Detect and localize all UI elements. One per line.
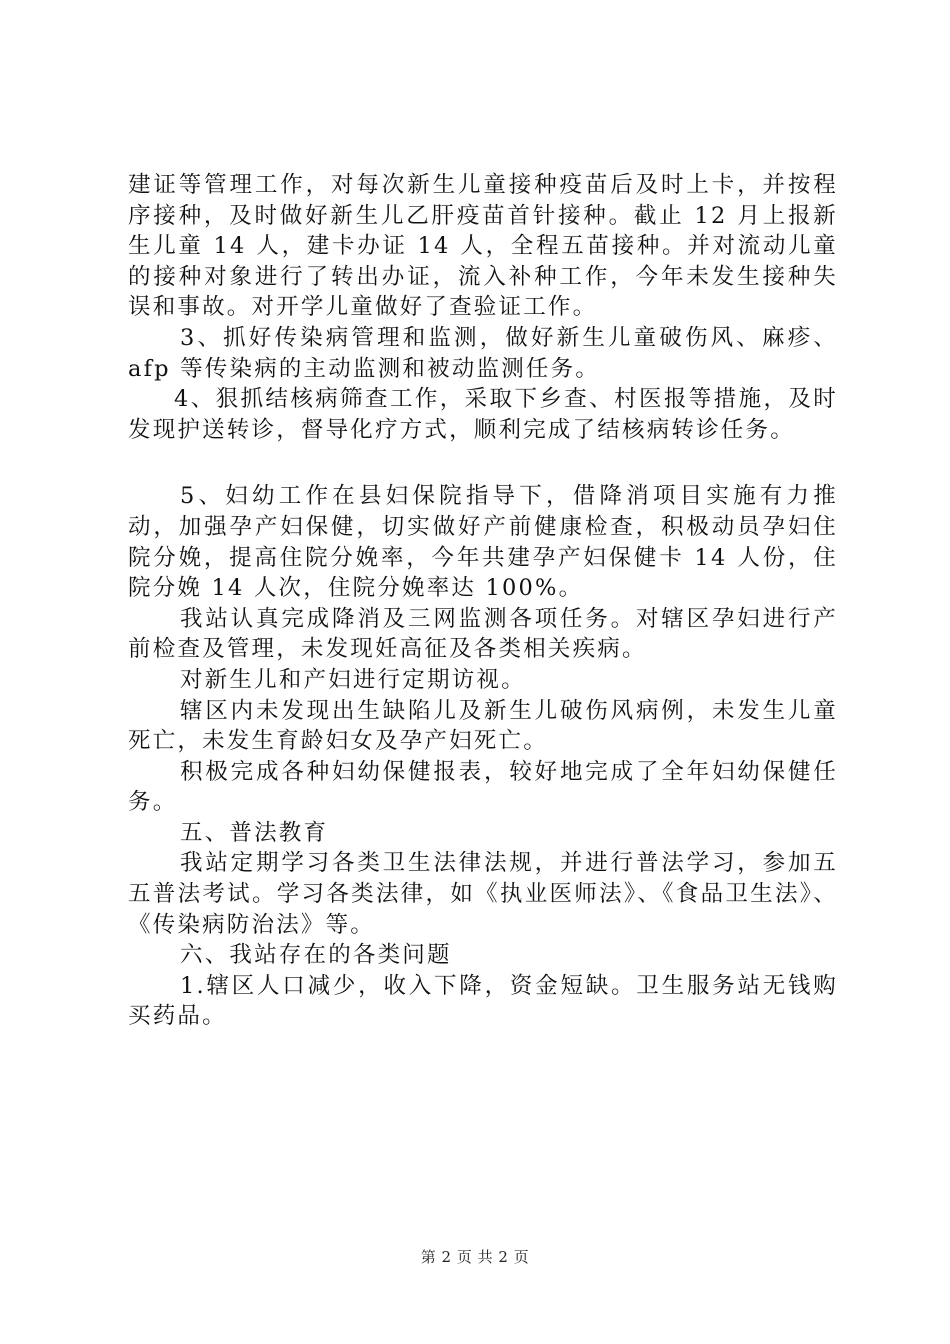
paragraph-infectious-disease: 3、抓好传染病管理和监测，做好新生儿童破伤风、麻疹、afp 等传染病的主动监测和被动监测任务。 xyxy=(128,324,838,382)
section-heading-legal-education: 五、普法教育 xyxy=(180,819,329,846)
section-heading-problems: 六、我站存在的各类问题 xyxy=(180,942,452,969)
paragraph-vaccination-management: 建证等管理工作，对每次新生儿童接种疫苗后及时上卡，并按程序接种，及时做好新生儿乙肝疫苗首针接种。截止 12 月上报新生儿童 14 人，建卡办证 14 人，全程五苗接种。并对流动儿童的接种对象进行了转出办证，流入补种工作，今年未发生接种失误和事故。对开学儿童做好了查验证工作。 xyxy=(128,172,838,321)
paragraph-funding-problem: 1.辖区人口减少，收入下降，资金短缺。卫生服务站无钱购买药品。 xyxy=(128,972,838,1030)
paragraph-no-deaths: 辖区内未发现出生缺陷儿及新生儿破伤风病例，未发生儿童死亡，未发生育龄妇女及孕产妇死亡。 xyxy=(128,697,838,755)
paragraph-maternal-child: 5、妇幼工作在县妇保院指导下，借降消项目实施有力推动，加强孕产妇保健，切实做好产前健康检查，积极动员孕妇住院分娩，提高住院分娩率，今年共建孕产妇保健卡 14 人份，住院分娩 14 人次，住院分娩率达 100%。 xyxy=(128,483,838,602)
paragraph-monitoring: 我站认真完成降消及三网监测各项任务。对辖区孕妇进行产前检查及管理，未发现妊高征及各类相关疾病。 xyxy=(128,605,838,663)
paragraph-legal-study: 我站定期学习各类卫生法律法规，并进行普法学习，参加五五普法考试。学习各类法律，如《执业医师法》、《食品卫生法》、《传染病防治法》等。 xyxy=(128,850,838,938)
paragraph-tuberculosis: 4、狠抓结核病筛查工作，采取下乡查、村医报等措施，及时发现护送转诊，督导化疗方式，顺利完成了结核病转诊任务。 xyxy=(128,386,838,443)
paragraph-postnatal-visits: 对新生儿和产妇进行定期访视。 xyxy=(180,666,526,693)
paragraph-reports: 积极完成各种妇幼保健报表，较好地完成了全年妇幼保健任务。 xyxy=(128,758,838,816)
document-body xyxy=(128,170,838,1032)
page-number-footer: 第 2 页 共 2 页 xyxy=(420,1248,530,1266)
